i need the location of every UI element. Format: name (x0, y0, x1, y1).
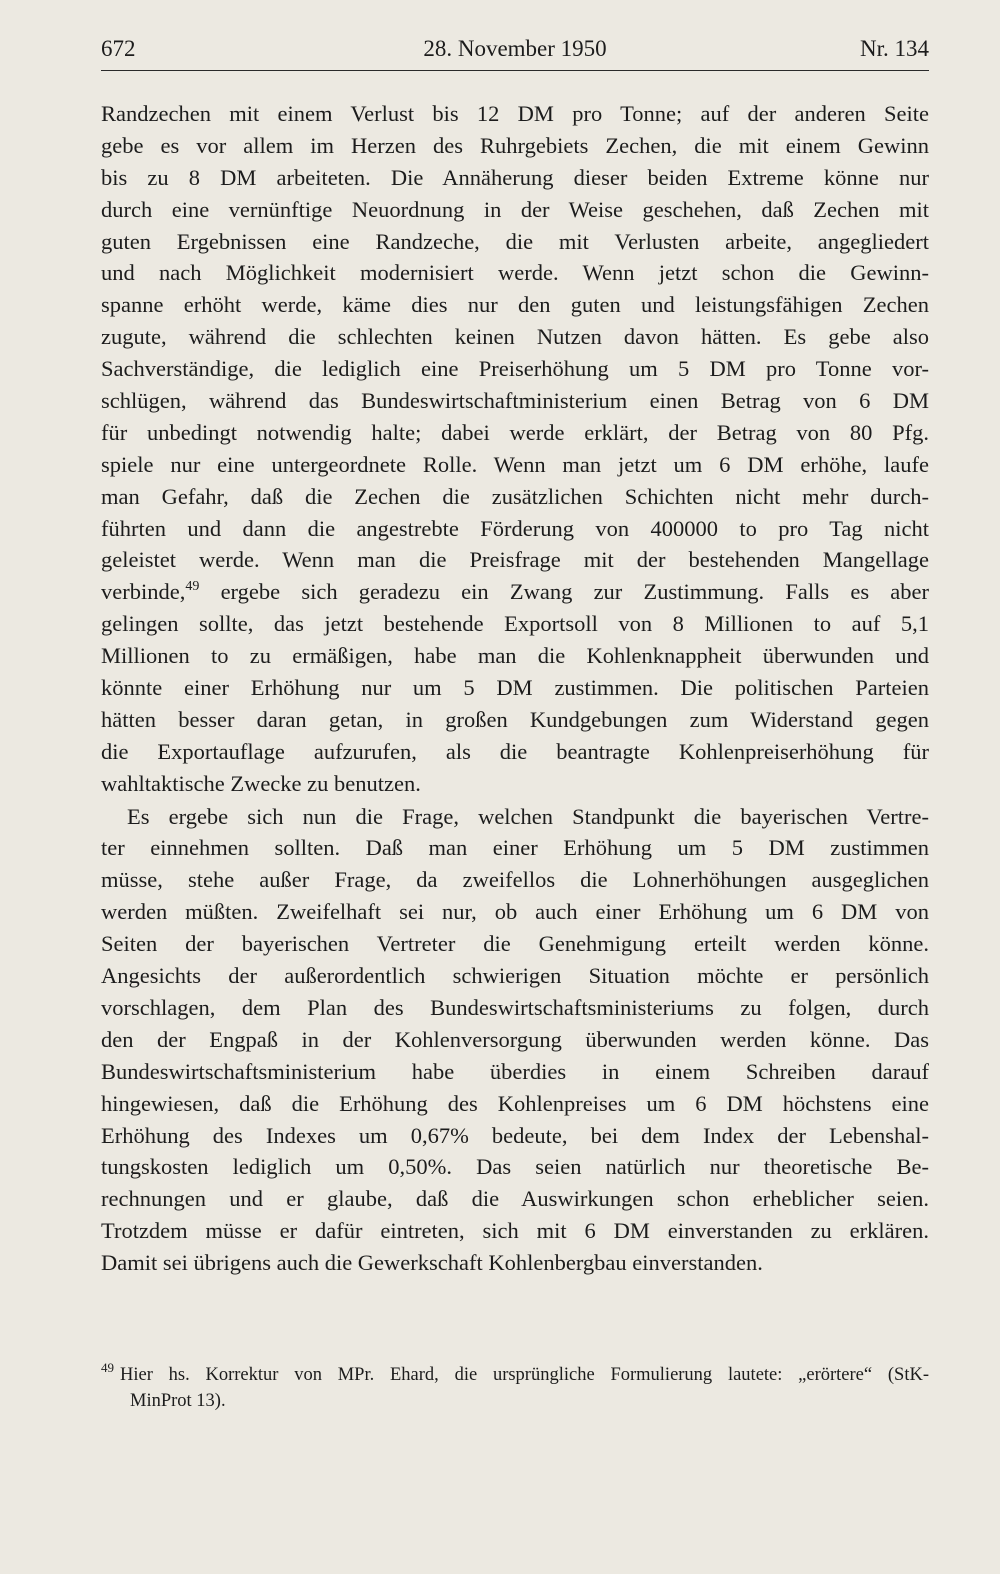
header-rule (101, 70, 929, 71)
text-segment: verbinde, (101, 579, 186, 605)
text-line: Millionen to zu ermäßigen, habe man die Kohlenknappheit überwunden und (101, 643, 929, 669)
text-line: vorschlagen, dem Plan des Bundeswirtschaftsministeriums zu folgen, durch (101, 994, 929, 1020)
text-line: durch eine vernünftige Neuordnung in der Weise geschehen, daß Zechen mit (101, 196, 929, 222)
text-line: werden müßten. Zweifelhaft sei nur, ob auch einer Erhöhung um 6 DM von (101, 899, 929, 925)
text-line: spanne erhöht werde, käme dies nur den guten und leistungsfähigen Zechen (101, 292, 929, 318)
text-line: man Gefahr, daß die Zechen die zusätzlichen Schichten nicht mehr durch- (101, 483, 929, 509)
text-line: gelingen sollte, das jetzt bestehende Exportsoll von 8 Millionen to auf 5,1 (101, 611, 929, 637)
text-line: bis zu 8 DM arbeiteten. Die Annäherung dieser beiden Extreme könne nur (101, 164, 929, 190)
footnote-number: 49 (101, 1360, 114, 1375)
text-line: für unbedingt notwendig halte; dabei werde erklärt, der Betrag von 80 Pfg. (101, 419, 929, 445)
text-line: Erhöhung des Indexes um 0,67% bedeute, bei dem Index der Lebenshal- (101, 1122, 929, 1148)
text-line: den der Engpaß in der Kohlenversorgung überwunden werden könne. Das (101, 1026, 929, 1052)
text-line: führten und dann die angestrebte Förderung von 400000 to pro Tag nicht (101, 515, 929, 541)
text-line: Trotzdem müsse er dafür eintreten, sich mit 6 DM einverstanden zu erklären. (101, 1218, 929, 1244)
main-text (101, 98, 929, 1279)
paragraph-2 (101, 801, 929, 1279)
footnotes (101, 1362, 929, 1414)
text-segment: ergebe sich geradezu ein Zwang zur Zustimmung. Falls es aber (220, 579, 929, 605)
text-line: die Exportauflage aufzurufen, als die beantragte Kohlenpreiserhöhung für (101, 738, 929, 764)
text-line: Damit sei übrigens auch die Gewerkschaft Kohlenbergbau einverstanden. (101, 1250, 763, 1276)
page-number: 672 (101, 36, 136, 61)
header-date: 28. November 1950 (423, 36, 607, 61)
text-line: Randzechen mit einem Verlust bis 12 DM pro Tonne; auf der anderen Seite (101, 101, 929, 126)
text-line: schlügen, während das Bundeswirtschaftministerium einen Betrag von 6 DM (101, 388, 929, 414)
text-line: zugute, während die schlechten keinen Nutzen davon hätten. Es gebe also (101, 324, 929, 350)
footnote-line: MinProt 13). (130, 1391, 226, 1411)
text-line: guten Ergebnissen eine Randzeche, die mit Verlusten arbeite, angegliedert (101, 228, 929, 254)
text-line: Seiten der bayerischen Vertreter die Genehmigung erteilt werden könne. (101, 931, 929, 957)
text-line: geleistet werde. Wenn man die Preisfrage mit der bestehenden Mangellage (101, 547, 929, 573)
text-line: könnte einer Erhöhung nur um 5 DM zustimmen. Die politischen Parteien (101, 675, 929, 701)
footnote-line (101, 1362, 929, 1388)
text-line: rechnungen und er glaube, daß die Auswirkungen schon erheblicher seien. (101, 1186, 929, 1212)
paragraph-1 (101, 98, 929, 800)
text-line: und nach Möglichkeit modernisiert werde. Wenn jetzt schon die Gewinn- (101, 260, 929, 286)
text-line: gebe es vor allem im Herzen des Ruhrgebiets Zechen, die mit einem Gewinn (101, 132, 929, 158)
text-line: hätten besser daran getan, in großen Kundgebungen zum Widerstand gegen (101, 706, 929, 732)
text-line: Es ergebe sich nun die Frage, welchen Standpunkt die bayerischen Vertre- (127, 803, 929, 829)
footnote-reference: 49 (185, 579, 200, 595)
text-line: tungskosten lediglich um 0,50%. Das seien natürlich nur theoretische Be- (101, 1154, 929, 1180)
issue-number: Nr. 134 (860, 36, 929, 61)
footnote-text: Hier hs. Korrektur von MPr. Ehard, die ursprüngliche Formulierung lautete: „erörtere“ (StK- (120, 1365, 929, 1385)
text-line-with-footnote (101, 576, 929, 608)
text-line: Bundeswirtschaftsministerium habe überdies in einem Schreiben darauf (101, 1058, 929, 1084)
text-line: Sachverständige, die lediglich eine Preiserhöhung um 5 DM pro Tonne vor- (101, 356, 929, 382)
text-line: hingewiesen, daß die Erhöhung des Kohlenpreises um 6 DM höchstens eine (101, 1090, 929, 1116)
text-line: Angesichts der außerordentlich schwierigen Situation möchte er persönlich (101, 963, 929, 989)
text-line: wahltaktische Zwecke zu benutzen. (101, 770, 421, 796)
text-line: spiele nur eine untergeordnete Rolle. Wenn man jetzt um 6 DM erhöhe, laufe (101, 451, 929, 477)
text-line: ter einnehmen sollten. Daß man einer Erhöhung um 5 DM zustimmen (101, 835, 929, 861)
text-line: müsse, stehe außer Frage, da zweifellos die Lohnerhöhungen ausgeglichen (101, 867, 929, 893)
running-header (101, 36, 929, 70)
